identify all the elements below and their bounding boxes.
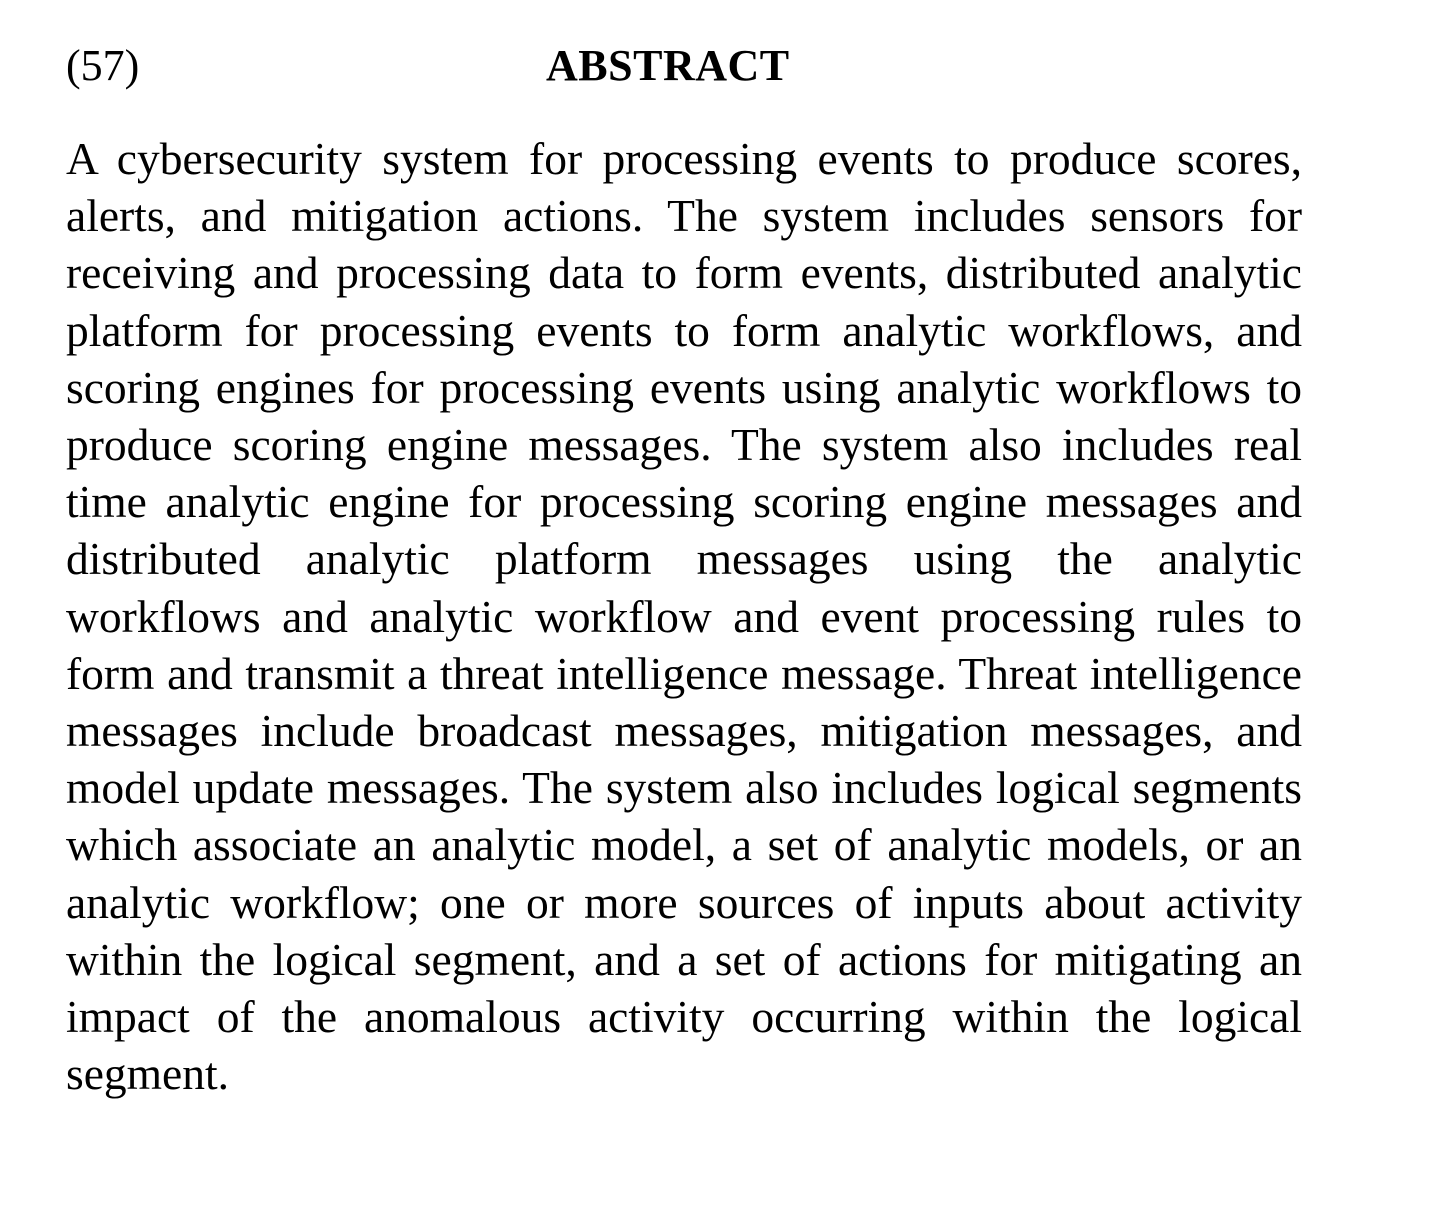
inid-code: (57) xyxy=(66,41,140,90)
abstract-header xyxy=(66,36,1302,96)
abstract-body: A cybersecurity system for processing events to produce scores, alerts, and mitigation actions. The system includes sensors for receiving and processing data to form events, distributed analytic platform for processing events to form analytic workflows, and scoring engines for processing events using analytic workflows to produce scoring engine messages. The system also includes real time analytic engine for processing scoring engine messages and distributed analytic platform messages using the analytic workflows and analytic workflow and event processing rules to form and transmit a threat intelligence message. Threat intelligence messages include broadcast messages, mitigation messages, and model update messages. The system also includes logical segments which associate an analytic model, a set of analytic models, or an analytic workflow; one or more sources of inputs about activity within the logical segment, and a set of actions for mitigating an impact of the anomalous activity occurring within the logical segment. xyxy=(66,133,1302,1100)
abstract-title: ABSTRACT xyxy=(546,41,790,90)
